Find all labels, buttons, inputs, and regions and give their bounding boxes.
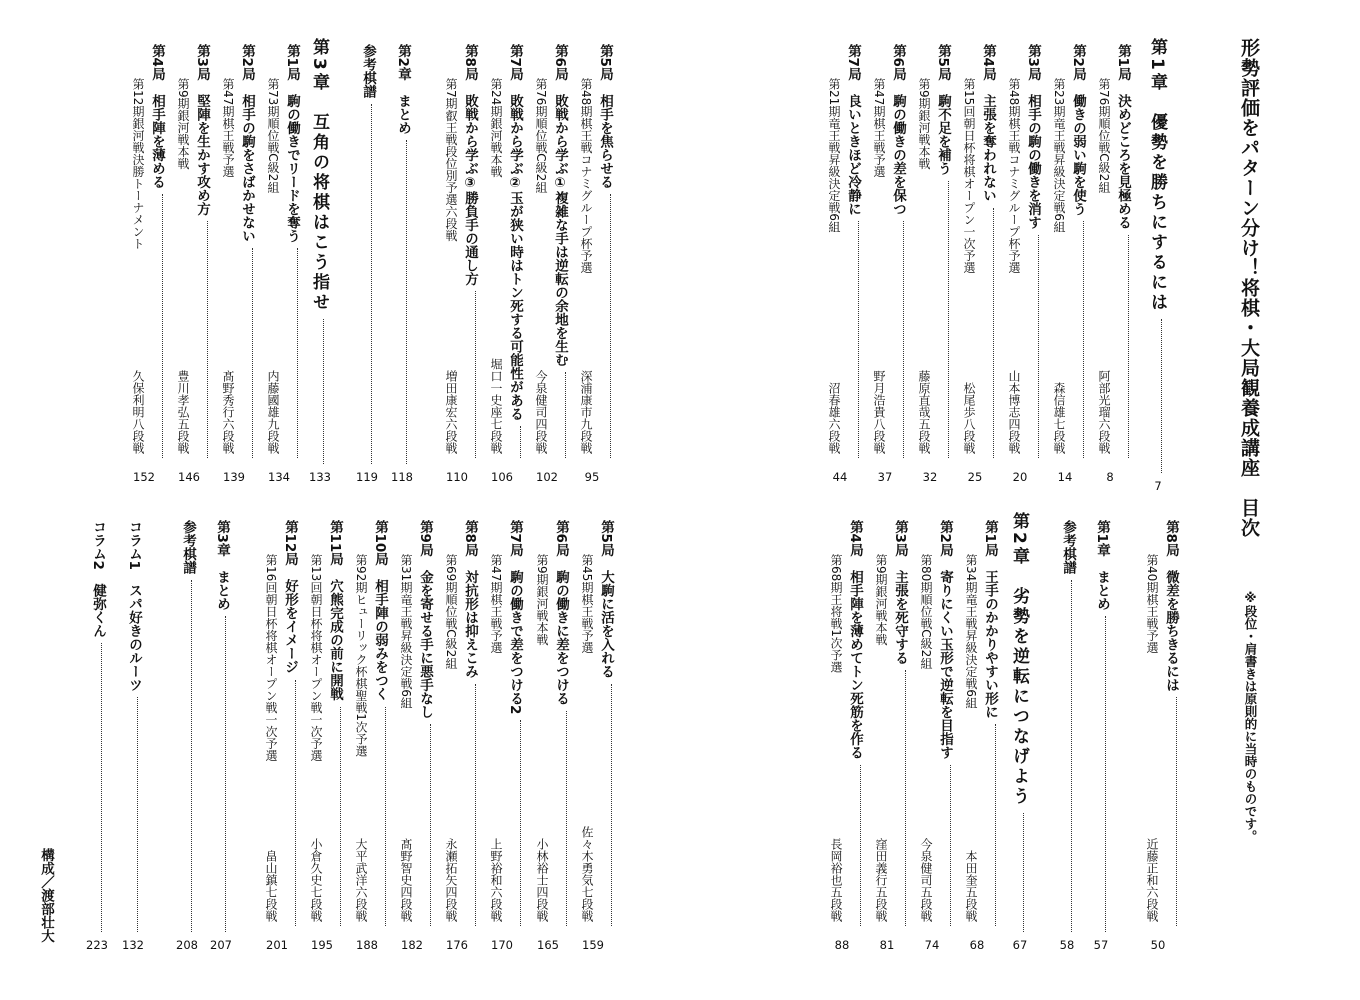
leader-dots — [340, 707, 341, 926]
leader-dots — [225, 616, 226, 932]
opponent: 上野裕和六段戦 — [489, 838, 503, 922]
game-number: 第7局 — [845, 44, 861, 81]
entry-title — [1068, 44, 1088, 215]
page-number: 7 — [1154, 479, 1162, 493]
leader-dots — [1071, 580, 1072, 932]
game-title: 微差を勝ちきるには — [1163, 569, 1179, 692]
entry-label: 第1章 まとめ — [1094, 520, 1110, 611]
page-number: 37 — [877, 470, 893, 484]
leader-dots — [475, 291, 476, 458]
leader-dots — [858, 221, 859, 458]
event-name: 第76期順位戦C級2組 — [534, 78, 548, 194]
leader-dots — [191, 580, 192, 932]
entry-title — [888, 44, 908, 215]
toc-single-entry[interactable] — [387, 44, 417, 484]
footnote: ※段位・肩書きは原則的に当時のものです。 — [1243, 590, 1258, 843]
game-number: 第2局 — [1070, 44, 1086, 81]
event-name: 第48期棋王戦コナミグループ杯予選 — [1007, 78, 1021, 274]
opponent: 今泉健司五段戦 — [919, 838, 933, 922]
leader-dots — [1128, 235, 1129, 458]
game-title: 相手を焦らせる — [597, 93, 613, 189]
opponent: 永瀬拓矢四段戦 — [444, 838, 458, 922]
game-number: 第7局 — [507, 520, 523, 557]
leader-dots — [995, 724, 996, 926]
toc-single-entry[interactable] — [1052, 520, 1082, 952]
game-title: 良いときほど冷静に — [845, 93, 861, 216]
page-number: 176 — [446, 938, 468, 952]
game-number: 第5局 — [598, 520, 614, 557]
opponent: 藤原直哉五段戦 — [917, 370, 931, 454]
game-title: 堅陣を生かす攻め方 — [194, 93, 210, 216]
game-title: 駒の働きに差をつける — [553, 569, 569, 705]
leader-dots — [1038, 235, 1039, 458]
game-title: 敗戦から学ぶ②玉が狭い時はトン死する可能性がある — [507, 93, 523, 421]
page-number: 14 — [1057, 470, 1073, 484]
game-number: 第2局 — [239, 44, 255, 81]
toc-entry[interactable] — [477, 44, 527, 484]
toc-entry[interactable] — [252, 520, 302, 952]
opponent: 沼春雄六段戦 — [827, 382, 841, 454]
entry-title — [596, 520, 616, 678]
event-name: 第31期竜王戦昇級決定戦6組 — [399, 554, 413, 709]
toc-entry[interactable] — [342, 520, 392, 952]
event-name: 第40期棋王戦予選 — [1145, 554, 1159, 654]
page-number: 25 — [967, 470, 983, 484]
page-number: 20 — [1012, 470, 1028, 484]
page-number: 207 — [210, 938, 232, 952]
game-number: 第6局 — [890, 44, 906, 81]
toc-single-entry[interactable] — [352, 44, 382, 484]
page-number: 32 — [922, 470, 938, 484]
toc-entry[interactable] — [567, 44, 617, 484]
game-title: 相手の駒をさばかせない — [239, 93, 255, 243]
leader-dots — [905, 670, 906, 926]
page-number: 81 — [879, 938, 895, 952]
toc-entry[interactable] — [1133, 520, 1183, 952]
opponent: 髙野秀行六段戦 — [221, 370, 235, 454]
page-number: 74 — [924, 938, 940, 952]
entry-title — [980, 520, 1000, 718]
toc-single-entry[interactable] — [1086, 520, 1116, 952]
toc-entry[interactable] — [905, 44, 955, 484]
page-number: 50 — [1150, 938, 1166, 952]
leader-dots — [137, 697, 138, 932]
page-number: 110 — [446, 470, 468, 484]
toc-entry[interactable] — [817, 520, 867, 952]
toc-entry[interactable] — [477, 520, 527, 952]
entry-title — [1023, 44, 1043, 229]
leader-dots — [1176, 697, 1177, 926]
toc-entry[interactable] — [860, 44, 910, 484]
opponent: 佐々木勇気七段戦 — [580, 826, 594, 922]
game-title: 駒の働きで差をつける2 — [507, 569, 523, 715]
entry-title — [505, 44, 525, 420]
game-number: 第7局 — [507, 44, 523, 81]
opponent: 久保利明八段戦 — [131, 370, 145, 454]
entry-title — [1113, 44, 1133, 229]
game-number: 第3局 — [194, 44, 210, 81]
leader-dots — [162, 194, 163, 458]
leader-dots — [1023, 813, 1024, 932]
game-number: 第4局 — [149, 44, 165, 81]
entry-label: 第2章 まとめ — [395, 44, 411, 135]
event-name: 第13回朝日杯将棋オープン戦一次予選 — [309, 554, 323, 762]
chapter-heading[interactable] — [1138, 38, 1178, 493]
game-title: 金を寄せる手に悪手なし — [417, 569, 433, 719]
page-number: 102 — [536, 470, 558, 484]
page-number: 8 — [1106, 470, 1114, 484]
entry-label: コラム1 スパ好きのルーツ — [126, 520, 142, 692]
page-number: 139 — [223, 470, 245, 484]
game-title: 駒の働きでリードを奪う — [284, 93, 300, 243]
page-number: 133 — [309, 470, 331, 484]
event-name: 第7期叡王戦段位別予選六段戦 — [444, 78, 458, 242]
event-name: 第16回朝日杯将棋オープン戦一次予選 — [264, 554, 278, 762]
page-number: 134 — [268, 470, 290, 484]
game-title: 相手の駒の働きを消す — [1025, 93, 1041, 229]
game-title: 働きの弱い駒を使う — [1070, 93, 1086, 216]
toc-entry[interactable] — [907, 520, 957, 952]
game-title: 寄りにくい玉形で逆転を目指す — [937, 569, 953, 759]
event-name: 第73期順位戦C級2組 — [266, 78, 280, 194]
game-number: 第12局 — [282, 520, 298, 566]
toc-entry[interactable] — [432, 520, 482, 952]
page-number: 68 — [969, 938, 985, 952]
opponent: 豊川孝弘五段戦 — [176, 370, 190, 454]
event-name: 第69期順位戦C級2組 — [444, 554, 458, 670]
opponent: 増田康宏六段戦 — [444, 370, 458, 454]
leader-dots — [297, 248, 298, 458]
game-number: 第1局 — [1115, 44, 1131, 81]
opponent: 野月浩貴八段戦 — [872, 370, 886, 454]
entry-title — [147, 44, 167, 188]
toc-entry[interactable] — [522, 44, 572, 484]
game-number: 第8局 — [1163, 520, 1179, 557]
entry-title — [415, 520, 435, 718]
game-number: 第4局 — [847, 520, 863, 557]
entry-label: 第3章 まとめ — [214, 520, 230, 611]
opponent: 小林裕士四段戦 — [535, 838, 549, 922]
game-title: 敗戦から学ぶ③勝負手の通し方 — [462, 93, 478, 286]
event-name: 第80期順位戦C級2組 — [919, 554, 933, 670]
game-title: 駒の働きの差を保つ — [890, 93, 906, 216]
chapter-heading[interactable] — [300, 38, 340, 484]
game-number: 第5局 — [935, 44, 951, 81]
event-name: 第47期棋王戦予選 — [221, 78, 235, 178]
entry-label: 参考棋譜 — [1060, 520, 1076, 574]
toc-entry[interactable] — [297, 520, 347, 952]
opponent: 畠山鎮七段戦 — [264, 850, 278, 922]
leader-dots — [475, 684, 476, 926]
toc-entry[interactable] — [568, 520, 618, 952]
opponent: 窪田義行五段戦 — [874, 838, 888, 922]
game-title: 大駒に活を入れる — [598, 569, 614, 678]
leader-dots — [430, 724, 431, 926]
event-name: 第9期銀河戦本戦 — [176, 78, 190, 170]
toc-entry[interactable] — [1040, 44, 1090, 484]
entry-title — [551, 520, 571, 705]
game-number: 第9局 — [417, 520, 433, 557]
game-title: 穴熊完成の前に開戦 — [327, 579, 343, 701]
opponent: 長岡裕也五段戦 — [829, 838, 843, 922]
page-number: 159 — [582, 938, 604, 952]
event-name: 第76期順位戦C級2組 — [1097, 78, 1111, 194]
entry-title — [325, 520, 345, 701]
leader-dots — [406, 140, 407, 464]
opponent: 深浦康市九段戦 — [579, 370, 593, 454]
game-number: 第10局 — [372, 520, 388, 566]
leader-dots — [993, 208, 994, 458]
event-name: 第68期王将戦1次予選 — [829, 554, 843, 673]
event-name: 第24期銀河戦本戦 — [489, 78, 503, 178]
toc-entry[interactable] — [432, 44, 482, 484]
leader-dots — [520, 426, 521, 458]
game-number: 第11局 — [327, 520, 343, 566]
opponent: 本田奎五段戦 — [964, 850, 978, 922]
game-number: 第1局 — [284, 44, 300, 81]
opponent: 阿部光瑠六段戦 — [1097, 370, 1111, 454]
entry-title — [370, 520, 390, 701]
opponent: 大平武洋六段戦 — [354, 838, 368, 922]
chapter-title: 第1章 優勢を勝ちにするには — [1147, 38, 1167, 313]
toc-entry[interactable] — [164, 44, 214, 484]
game-title: 相手陣を薄めてトン死筋を作る — [847, 569, 863, 759]
leader-dots — [207, 221, 208, 458]
page-number: 188 — [356, 938, 378, 952]
game-title: 主張を死守する — [892, 569, 908, 665]
game-title: 王手のかかりやすい形に — [982, 569, 998, 719]
event-name: 第45期棋王戦予選 — [580, 554, 594, 654]
book-title: 形勢評価をパターン分け！将棋・大局観養成講座 目次 — [1238, 38, 1260, 538]
event-name: 第48期棋王戦コナミグループ杯予選 — [579, 78, 593, 274]
entry-title — [505, 520, 525, 714]
entry-label: 参考棋譜 — [180, 520, 196, 574]
toc-entry[interactable] — [523, 520, 573, 952]
leader-dots — [1161, 319, 1162, 473]
game-number: 第8局 — [462, 520, 478, 557]
opponent: 今泉健司四段戦 — [534, 370, 548, 454]
opponent: 森信雄七段戦 — [1052, 382, 1066, 454]
event-name: 第21期竜王戦昇級決定戦6組 — [827, 78, 841, 233]
entry-title — [890, 520, 910, 664]
entry-title — [237, 44, 257, 242]
game-number: 第6局 — [552, 44, 568, 81]
toc-single-entry[interactable] — [172, 520, 202, 952]
event-name: 第34期竜王戦昇級決定戦6組 — [964, 554, 978, 709]
leader-dots — [1083, 221, 1084, 458]
entry-title — [192, 44, 212, 215]
game-title: 駒不足を補う — [935, 93, 951, 175]
page-number: 208 — [176, 938, 198, 952]
toc-entry[interactable] — [209, 44, 259, 484]
game-number: 第3局 — [1025, 44, 1041, 81]
leader-dots — [252, 248, 253, 458]
entry-title — [935, 520, 955, 759]
opponent: 松尾歩八段戦 — [962, 382, 976, 454]
opponent: 内藤國雄九段戦 — [266, 370, 280, 454]
leader-dots — [950, 765, 951, 926]
credit: 構成／渡部壮大 — [38, 848, 54, 943]
page-number: 170 — [491, 938, 513, 952]
page-number: 182 — [401, 938, 423, 952]
toc-entry[interactable] — [1085, 44, 1135, 484]
toc-entry[interactable] — [254, 44, 304, 484]
page-number: 88 — [834, 938, 850, 952]
leader-dots — [948, 181, 949, 458]
opponent: 堀口一史座七段戦 — [489, 358, 503, 454]
event-name: 第92期ヒューリック杯棋聖戦1次予選 — [354, 554, 368, 757]
game-number: 第5局 — [597, 44, 613, 81]
page-number: 95 — [584, 470, 600, 484]
leader-dots — [565, 372, 566, 458]
page-number: 67 — [1012, 938, 1028, 952]
toc-entry[interactable] — [862, 520, 912, 952]
toc-single-entry[interactable] — [82, 520, 112, 952]
event-name: 第9期銀河戦本戦 — [917, 78, 931, 170]
event-name: 第47期棋王戦予選 — [489, 554, 503, 654]
game-number: 第6局 — [553, 520, 569, 557]
game-title: 相手陣の弱みをつく — [372, 579, 388, 701]
toc-entry[interactable] — [950, 44, 1000, 484]
game-title: 敗戦から学ぶ①複雑な手は逆転の余地を生む — [552, 93, 568, 367]
leader-dots — [610, 194, 611, 458]
page-number: 118 — [391, 470, 413, 484]
leader-dots — [903, 221, 904, 458]
leader-dots — [566, 711, 567, 926]
entry-title — [1161, 520, 1181, 691]
game-number: 第3局 — [892, 520, 908, 557]
entry-title — [595, 44, 615, 188]
game-number: 第8局 — [462, 44, 478, 81]
page-number: 146 — [178, 470, 200, 484]
page-number: 132 — [122, 938, 144, 952]
game-number: 第2局 — [937, 520, 953, 557]
page-number: 195 — [311, 938, 333, 952]
page-number: 106 — [491, 470, 513, 484]
leader-dots — [101, 643, 102, 932]
chapter-heading[interactable] — [1000, 512, 1040, 952]
entry-title — [460, 44, 480, 285]
game-number: 第1局 — [982, 520, 998, 557]
opponent: 髙野智史四段戦 — [399, 838, 413, 922]
event-name: 第9期銀河戦本戦 — [874, 554, 888, 646]
event-name: 第9期銀河戦本戦 — [535, 554, 549, 646]
leader-dots — [323, 319, 324, 464]
game-title: 相手陣を薄める — [149, 93, 165, 189]
event-name: 第12期銀河戦決勝トーナメント — [131, 78, 145, 250]
game-title: 主張を奪われない — [980, 93, 996, 202]
game-title: 好形をイメージ — [282, 579, 298, 674]
entry-title — [933, 44, 953, 175]
toc-entry[interactable] — [952, 520, 1002, 952]
page-number: 58 — [1059, 938, 1075, 952]
opponent: 山本博志四段戦 — [1007, 370, 1021, 454]
leader-dots — [860, 765, 861, 926]
leader-dots — [1105, 616, 1106, 932]
page-number: 201 — [266, 938, 288, 952]
leader-dots — [371, 104, 372, 464]
leader-dots — [385, 707, 386, 926]
toc-single-entry[interactable] — [118, 520, 148, 952]
event-name: 第23期竜王戦昇級決定戦6組 — [1052, 78, 1066, 233]
game-title: 対抗形は抑えこみ — [462, 569, 478, 678]
leader-dots — [520, 720, 521, 926]
event-name: 第15回朝日杯将棋オープン一次予選 — [962, 78, 976, 274]
chapter-title: 第2章 劣勢を逆転につなげよう — [1009, 512, 1029, 807]
toc-entry[interactable] — [387, 520, 437, 952]
toc-entry[interactable] — [119, 44, 169, 484]
toc-entry[interactable] — [995, 44, 1045, 484]
opponent: 小倉久史七段戦 — [309, 838, 323, 922]
game-title: 決めどころを見極める — [1115, 93, 1131, 229]
entry-title — [550, 44, 570, 366]
toc-entry[interactable] — [815, 44, 865, 484]
entry-title — [843, 44, 863, 215]
leader-dots — [295, 680, 296, 926]
page-number: 223 — [86, 938, 108, 952]
toc-single-entry[interactable] — [206, 520, 236, 952]
page-number: 165 — [537, 938, 559, 952]
entry-title — [978, 44, 998, 202]
entry-label: コラム2 健弥くん — [90, 520, 106, 638]
leader-dots — [611, 684, 612, 926]
entry-title — [282, 44, 302, 242]
entry-title — [280, 520, 300, 674]
entry-title — [460, 520, 480, 678]
page-number: 44 — [832, 470, 848, 484]
game-number: 第4局 — [980, 44, 996, 81]
entry-title — [845, 520, 865, 759]
event-name: 第47期棋王戦予選 — [872, 78, 886, 178]
opponent: 近藤正和六段戦 — [1145, 838, 1159, 922]
page-number: 57 — [1093, 938, 1109, 952]
entry-label: 参考棋譜 — [360, 44, 376, 98]
chapter-title: 第3章 互角の将棋はこう指せ — [309, 38, 329, 313]
page-number: 152 — [133, 470, 155, 484]
page-number: 119 — [356, 470, 378, 484]
